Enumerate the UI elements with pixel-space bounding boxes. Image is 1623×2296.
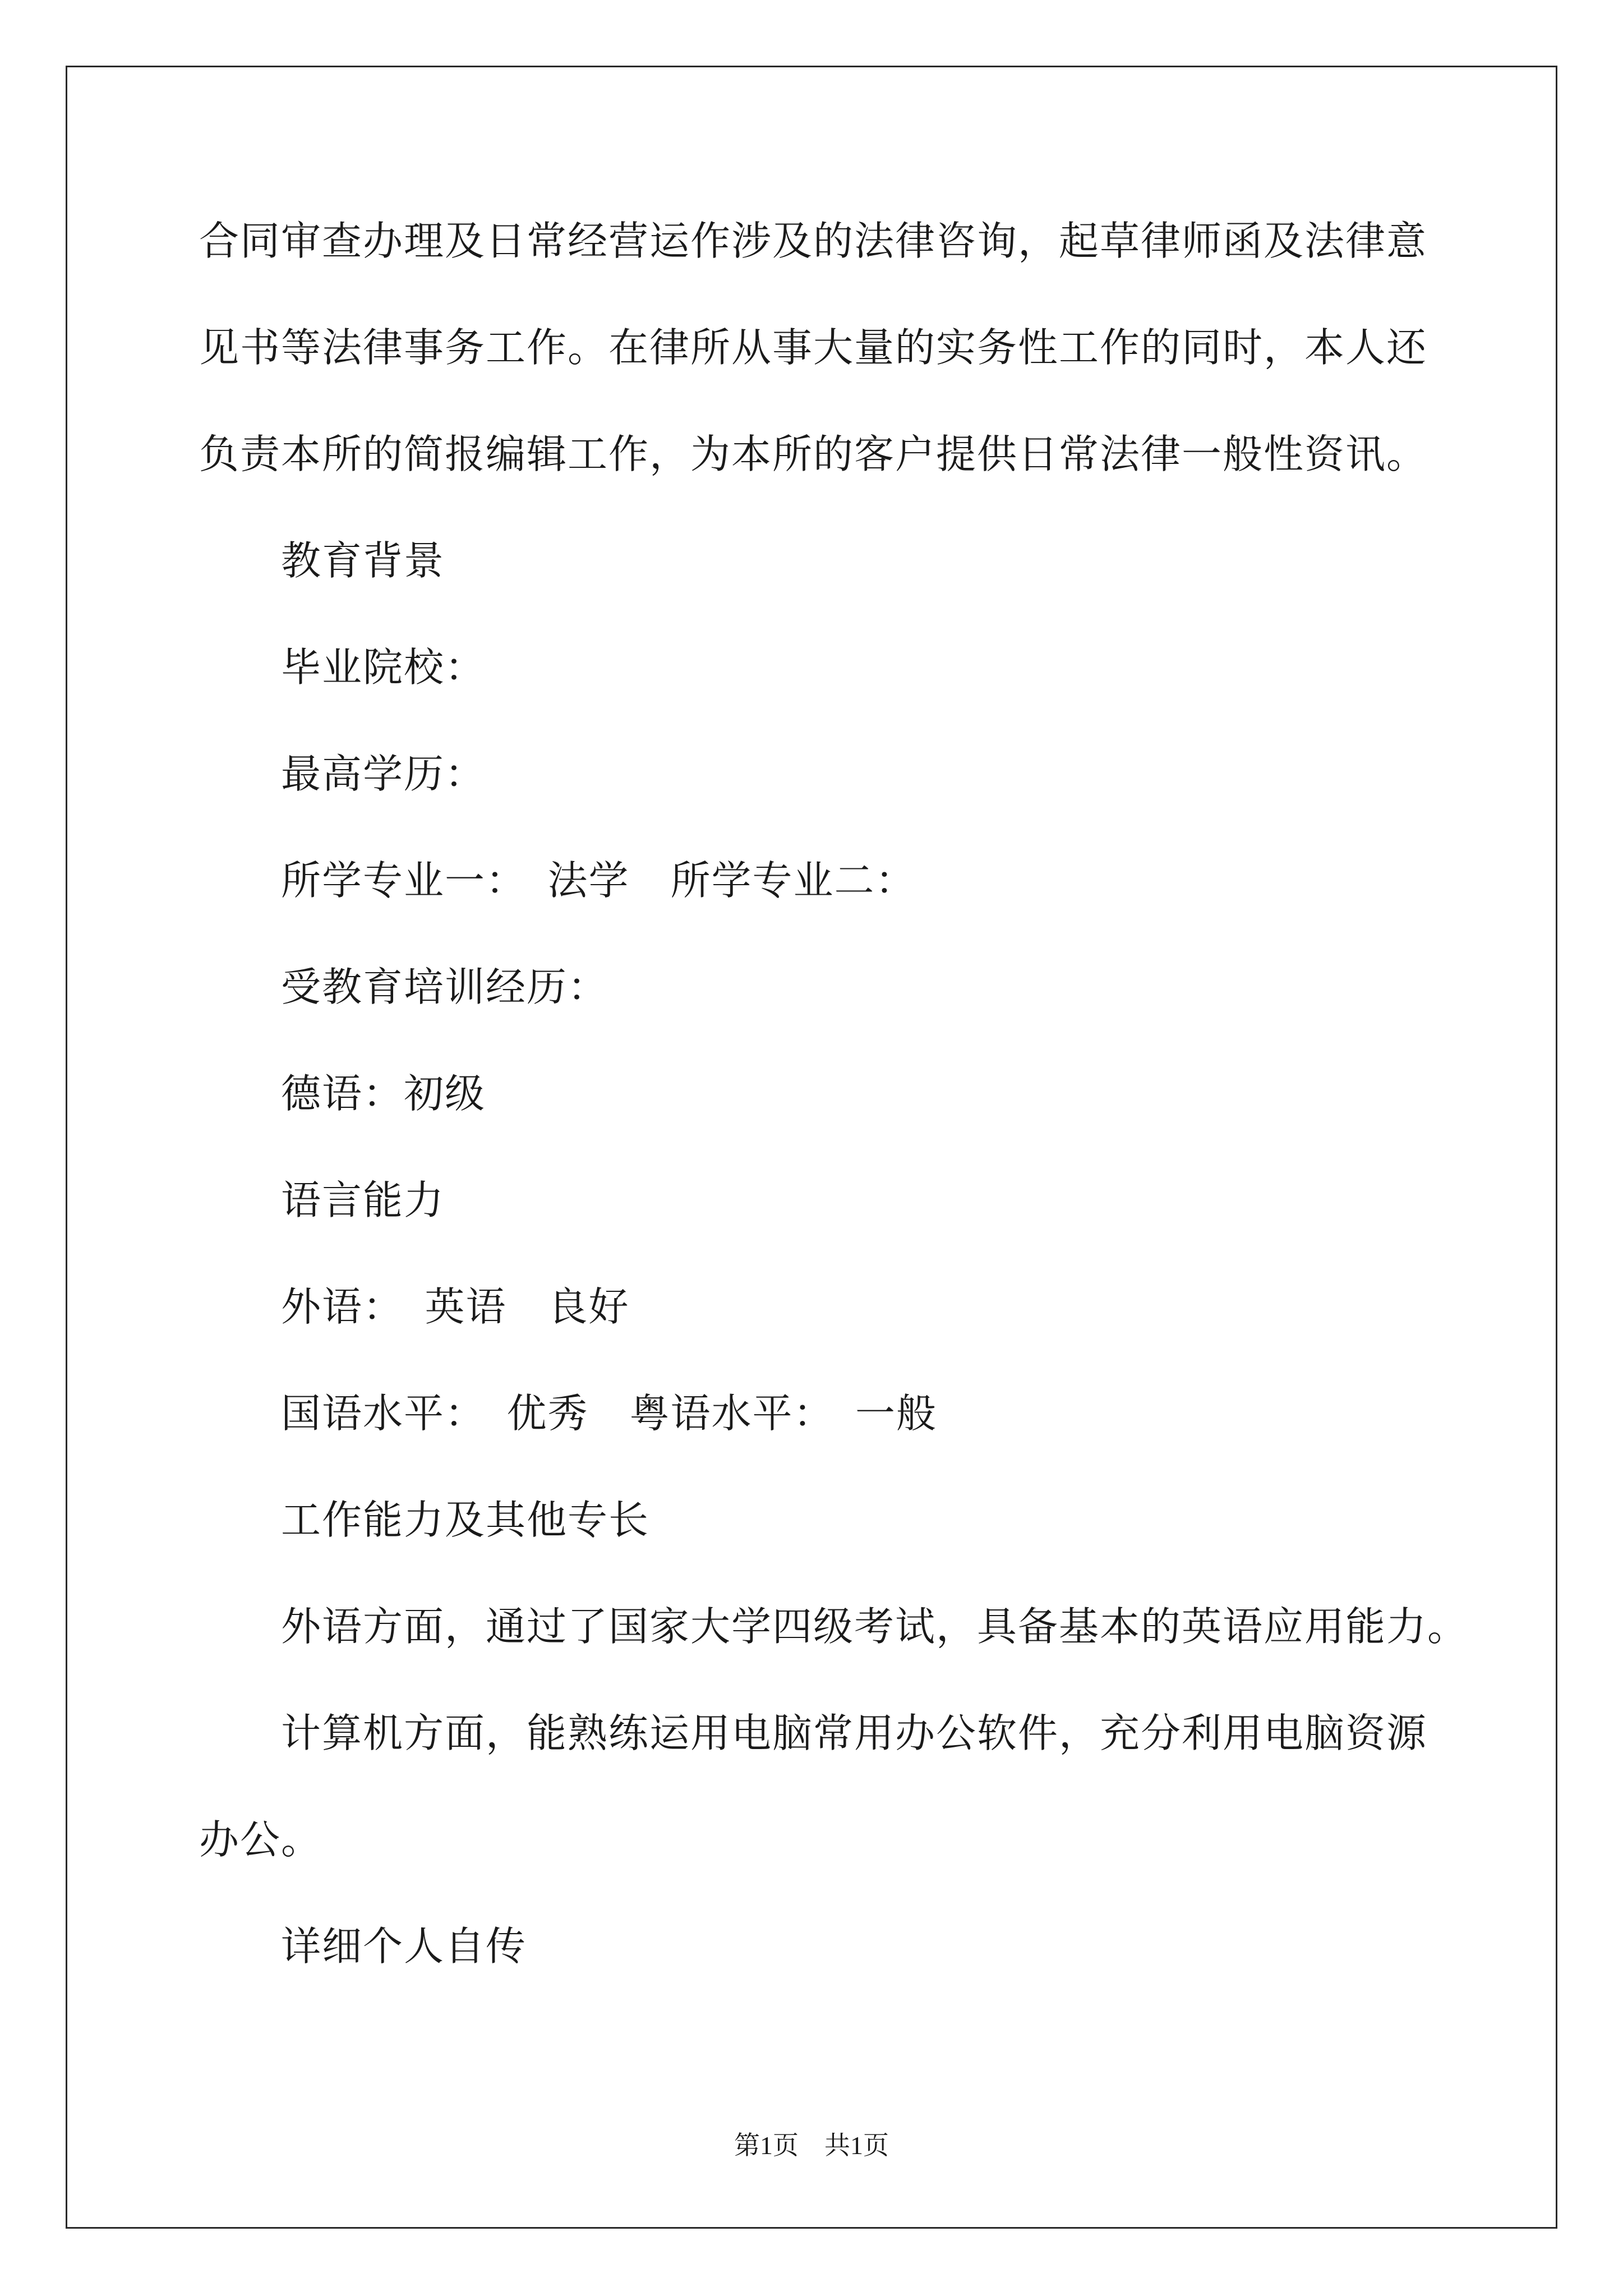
page-total: 共1页 bbox=[824, 2131, 889, 2160]
page-number: 第1页 bbox=[734, 2131, 799, 2160]
section-heading-skills: 工作能力及其他专长 bbox=[281, 1497, 650, 1543]
field-training-history: 受教育培训经历： bbox=[281, 964, 609, 1010]
field-majors: 所学专业一： 法学 所学专业二： bbox=[281, 857, 916, 904]
skills-computer: 计算机方面，能熟练运用电脑常用办公软件，充分利用电脑资源 bbox=[281, 1710, 1428, 1756]
body-line-1: 合同审查办理及日常经营运作涉及的法律咨询，起草律师函及法律意 bbox=[199, 218, 1428, 264]
field-foreign-language: 外语： 英语 良好 bbox=[281, 1283, 630, 1330]
page-footer bbox=[0, 2129, 1623, 2162]
field-graduated-school: 毕业院校： bbox=[281, 644, 486, 691]
field-highest-degree: 最高学历： bbox=[281, 751, 486, 797]
skills-foreign-language: 外语方面，通过了国家大学四级考试，具备基本的英语应用能力。 bbox=[281, 1603, 1469, 1650]
body-line-2: 见书等法律事务工作。在律所从事大量的实务性工作的同时，本人还 bbox=[199, 324, 1428, 371]
skills-computer-continued: 办公。 bbox=[199, 1816, 322, 1863]
section-heading-education: 教育背景 bbox=[281, 537, 445, 584]
section-heading-autobiography: 详细个人自传 bbox=[281, 1923, 527, 1970]
field-mandarin-cantonese: 国语水平： 优秀 粤语水平： 一般 bbox=[281, 1390, 938, 1437]
page-border bbox=[66, 66, 1557, 2229]
field-german-level: 德语：初级 bbox=[281, 1070, 486, 1117]
body-line-3: 负责本所的简报编辑工作，为本所的客户提供日常法律一般性资讯。 bbox=[199, 431, 1428, 477]
section-heading-language: 语言能力 bbox=[281, 1177, 445, 1223]
